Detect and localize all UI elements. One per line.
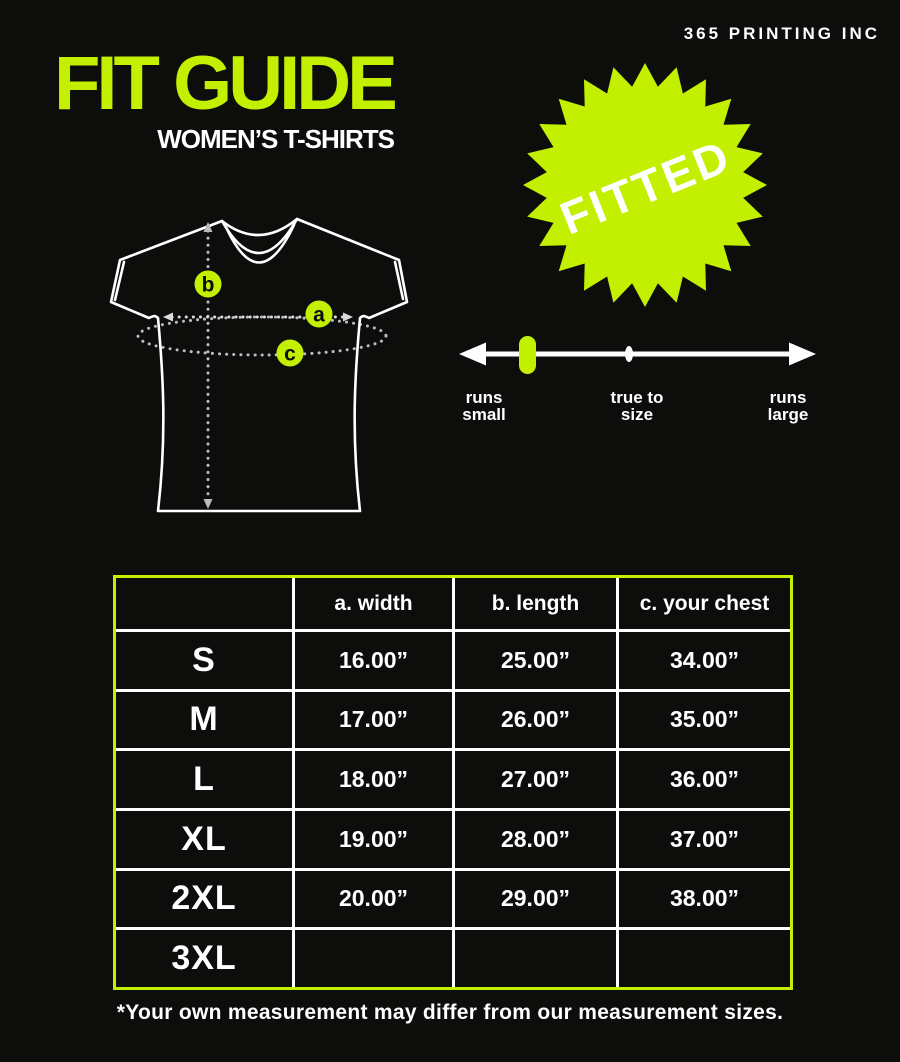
size-cell: M bbox=[116, 692, 292, 749]
chest-ellipse-dotted bbox=[138, 317, 386, 355]
chest-cell: 35.00” bbox=[619, 692, 790, 749]
page-title: FIT GUIDE bbox=[54, 41, 394, 126]
size-table bbox=[113, 575, 793, 990]
fit-scale-center-tick bbox=[625, 346, 633, 362]
table-header-chest: c. your chest bbox=[619, 578, 790, 629]
tshirt-outline bbox=[111, 219, 407, 511]
length-cell bbox=[455, 930, 616, 987]
chest-cell: 38.00” bbox=[619, 871, 790, 928]
width-cell bbox=[295, 930, 452, 987]
badge-label: FITTED bbox=[553, 129, 739, 245]
length-line-dotted bbox=[201, 222, 215, 509]
scale-label-line: small bbox=[462, 405, 506, 424]
table-header-width: a. width bbox=[295, 578, 452, 629]
width-cell: 20.00” bbox=[295, 871, 452, 928]
scale-label-runs-large bbox=[743, 389, 833, 423]
width-cell: 18.00” bbox=[295, 751, 452, 808]
table-header-cell bbox=[116, 578, 292, 629]
scale-label-line: runs bbox=[769, 388, 807, 407]
scale-label-true-to-size bbox=[582, 389, 692, 423]
chest-cell bbox=[619, 930, 790, 987]
marker-c-label: c bbox=[284, 342, 296, 366]
scale-label-line: size bbox=[620, 405, 654, 424]
fit-scale bbox=[450, 328, 830, 382]
fitted-badge bbox=[510, 52, 780, 318]
fit-scale-left-arrow bbox=[459, 343, 486, 366]
size-cell: L bbox=[116, 751, 292, 808]
chest-cell: 37.00” bbox=[619, 811, 790, 868]
width-cell: 19.00” bbox=[295, 811, 452, 868]
length-cell: 27.00” bbox=[455, 751, 616, 808]
fit-scale-marker bbox=[519, 336, 536, 374]
size-cell: S bbox=[116, 632, 292, 689]
marker-a-label: a bbox=[313, 303, 325, 327]
page-subtitle: WOMEN’S T-SHIRTS bbox=[157, 124, 394, 154]
length-cell: 29.00” bbox=[455, 871, 616, 928]
table-header-length: b. length bbox=[455, 578, 616, 629]
tshirt-diagram bbox=[100, 195, 420, 535]
scale-label-line: true to bbox=[610, 388, 664, 407]
brand-logo-text: 365 PRINTING INC bbox=[683, 24, 880, 43]
chest-cell: 36.00” bbox=[619, 751, 790, 808]
scale-label-line: runs bbox=[465, 388, 503, 407]
length-cell: 25.00” bbox=[455, 632, 616, 689]
size-cell: 2XL bbox=[116, 871, 292, 928]
width-cell: 17.00” bbox=[295, 692, 452, 749]
measurement-disclaimer: *Your own measurement may differ from our measurement sizes. bbox=[116, 1001, 784, 1024]
size-cell: XL bbox=[116, 811, 292, 868]
chest-cell: 34.00” bbox=[619, 632, 790, 689]
scale-label-line: large bbox=[767, 405, 809, 424]
length-cell: 26.00” bbox=[455, 692, 616, 749]
width-cell: 16.00” bbox=[295, 632, 452, 689]
scale-label-runs-small bbox=[439, 389, 529, 423]
length-cell: 28.00” bbox=[455, 811, 616, 868]
marker-b-label: b bbox=[201, 273, 215, 297]
fit-scale-right-arrow bbox=[789, 343, 816, 366]
size-cell: 3XL bbox=[116, 930, 292, 987]
